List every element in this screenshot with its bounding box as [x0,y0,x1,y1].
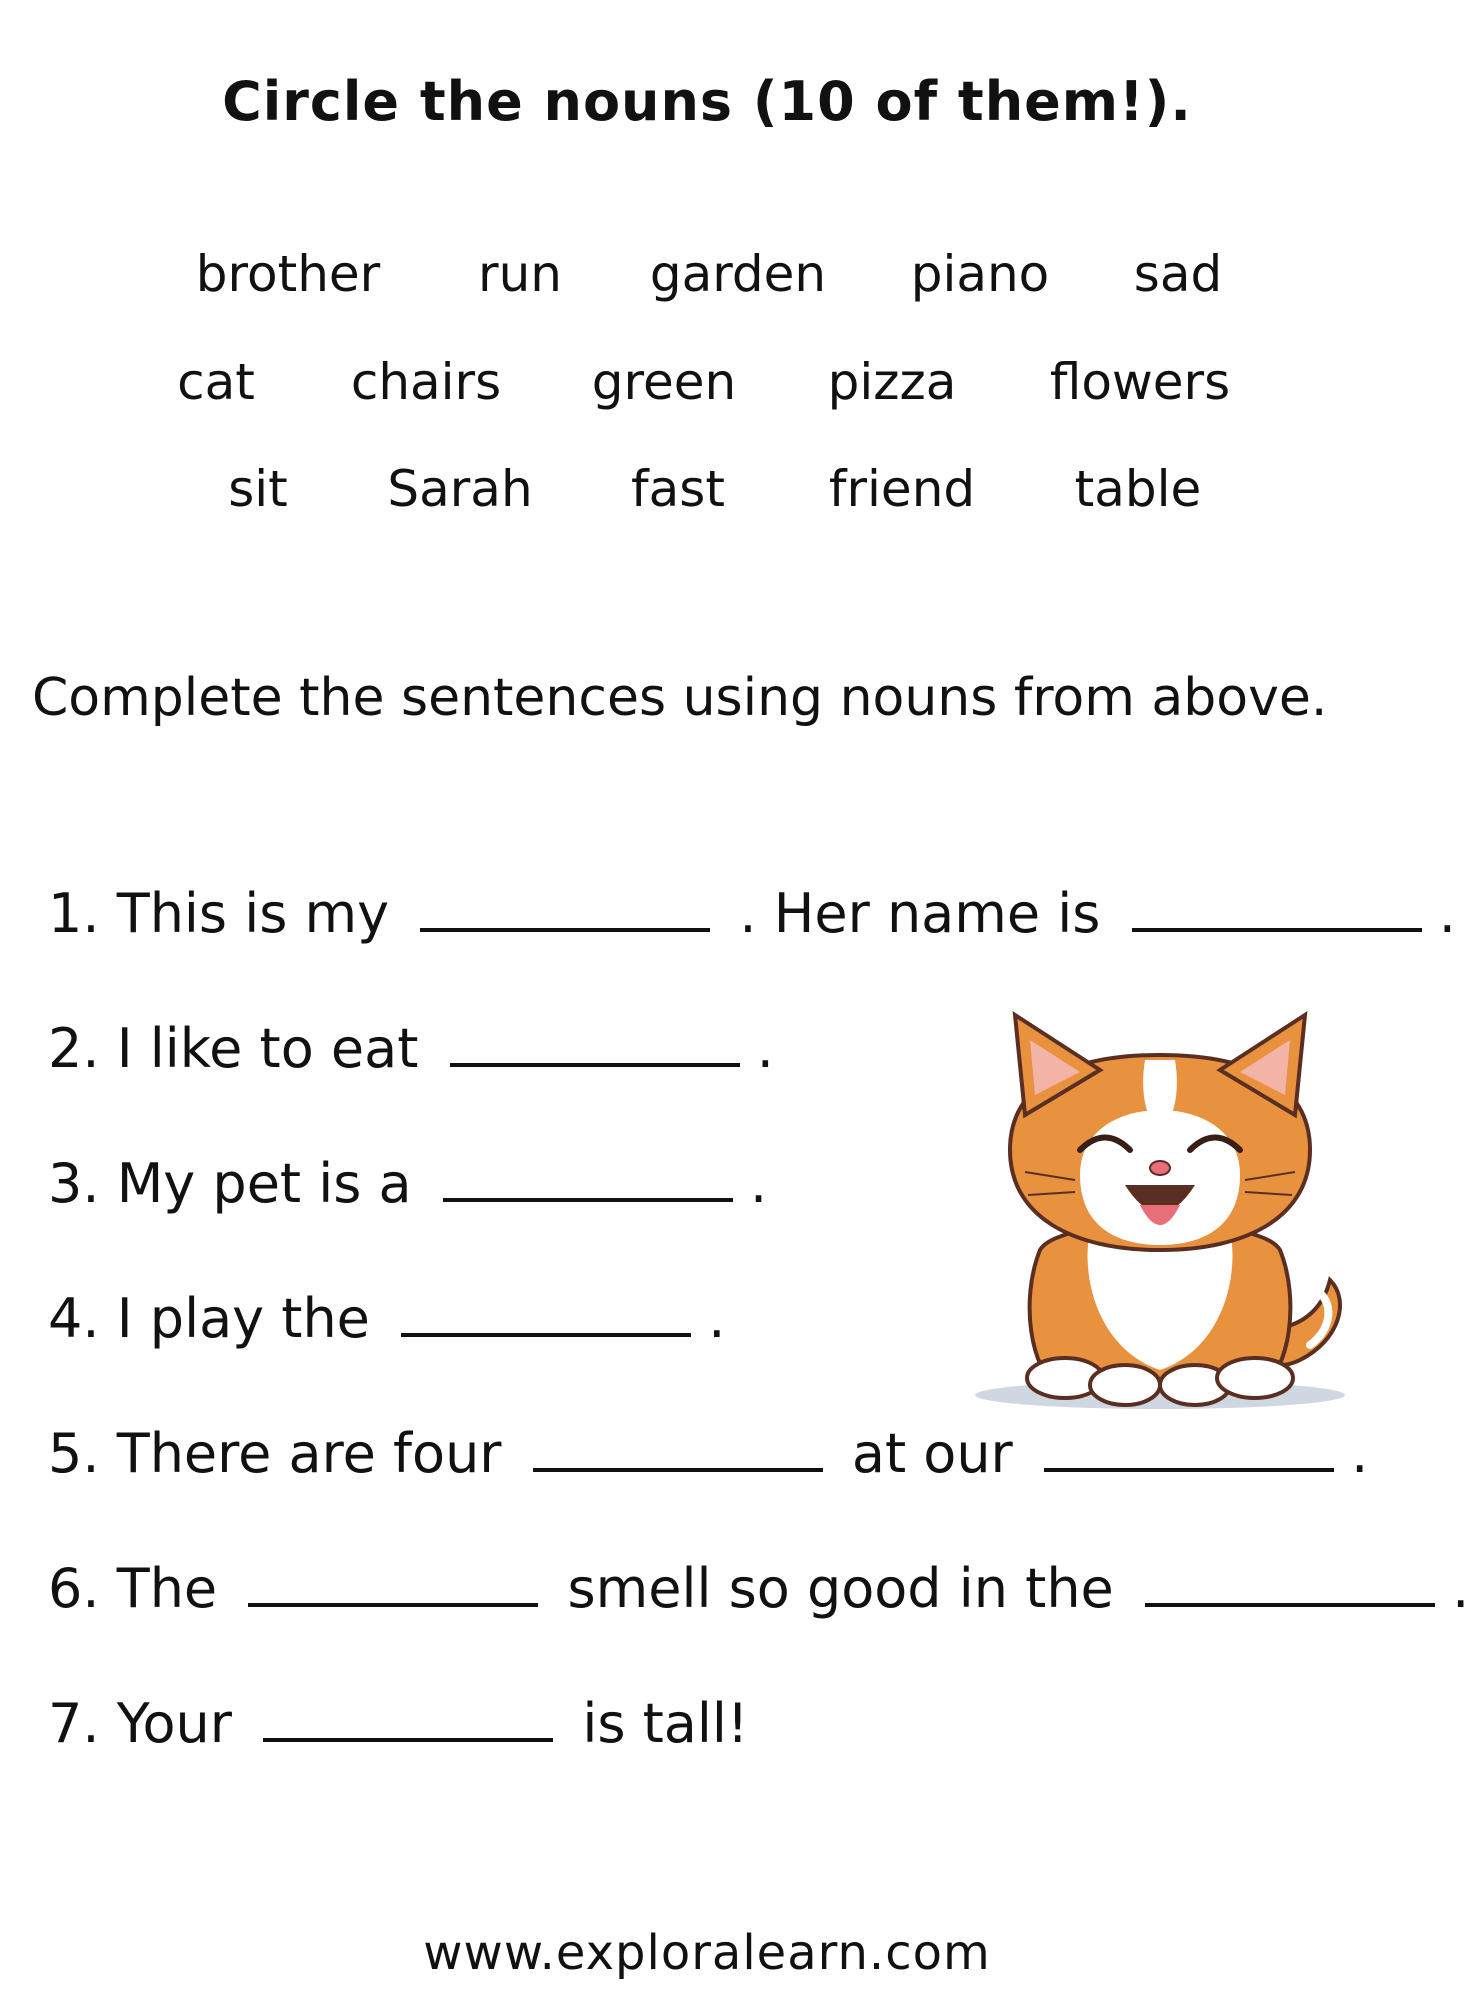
answer-blank[interactable] [420,928,710,932]
worksheet-title: Circle the nouns (10 of them!). [222,70,1192,133]
word-item[interactable]: table [1074,460,1202,518]
sentence-text: . [756,1017,774,1080]
word-row-1 [0,245,1414,325]
sentence-text: I play the [116,1287,370,1350]
sentence-5 [48,1422,1368,1502]
sentence-text: . [1438,882,1456,945]
sentence-text: My pet is a [116,1152,412,1215]
sentence-text: at our [851,1422,1013,1485]
sentence-2 [48,1017,774,1097]
answer-blank[interactable] [443,1198,733,1202]
word-item[interactable]: green [591,353,737,411]
word-item[interactable]: brother [195,245,381,303]
sentence-6 [48,1557,1469,1637]
word-row-2 [0,353,1414,433]
sentence-text: . Her name is [739,882,1101,945]
word-item[interactable]: friend [828,460,976,518]
answer-blank[interactable] [450,1063,740,1067]
sentence-text: Your [116,1692,232,1755]
sentence-4 [48,1287,725,1367]
sentence-3 [48,1152,767,1232]
word-item[interactable]: cat [177,353,255,411]
sentence-number: 6. [48,1557,100,1620]
word-item[interactable]: chairs [350,353,502,411]
word-item[interactable]: piano [910,245,1050,303]
instruction-text: Complete the sentences using nouns from above. [32,668,1328,728]
sentence-text: . [1452,1557,1469,1620]
word-item[interactable]: sit [228,460,288,518]
sentence-number: 1. [48,882,100,945]
sentence-text: smell so good in the [567,1557,1114,1620]
sentence-number: 4. [48,1287,100,1350]
word-item[interactable]: run [478,245,562,303]
sentence-7 [48,1692,749,1772]
answer-blank[interactable] [1145,1603,1435,1607]
word-item[interactable]: garden [649,245,827,303]
sentence-text: The [116,1557,218,1620]
answer-blank[interactable] [401,1333,691,1337]
sentence-1 [48,882,1456,962]
answer-blank[interactable] [248,1603,538,1607]
sentence-number: 3. [48,1152,100,1215]
sentence-text: . [708,1287,726,1350]
answer-blank[interactable] [1044,1468,1334,1472]
word-row-3 [0,460,1414,540]
word-item[interactable]: pizza [827,353,957,411]
sentence-text: is tall! [582,1692,749,1755]
answer-blank[interactable] [263,1738,553,1742]
sentence-number: 2. [48,1017,100,1080]
sentence-number: 7. [48,1692,100,1755]
word-item[interactable]: Sarah [387,460,533,518]
word-item[interactable]: flowers [1049,353,1231,411]
sentence-number: 5. [48,1422,100,1485]
word-item[interactable]: sad [1133,245,1223,303]
sentence-text: . [1351,1422,1369,1485]
word-item[interactable]: fast [631,460,725,518]
sentence-text: This is my [116,882,390,945]
sentence-text: . [750,1152,768,1215]
answer-blank[interactable] [1132,928,1422,932]
footer-website[interactable]: www.exploralearn.com [423,1925,991,1981]
answer-blank[interactable] [533,1468,823,1472]
sentence-text: There are four [116,1422,502,1485]
sentence-text: I like to eat [116,1017,419,1080]
happy-cat-illustration [960,1000,1360,1420]
